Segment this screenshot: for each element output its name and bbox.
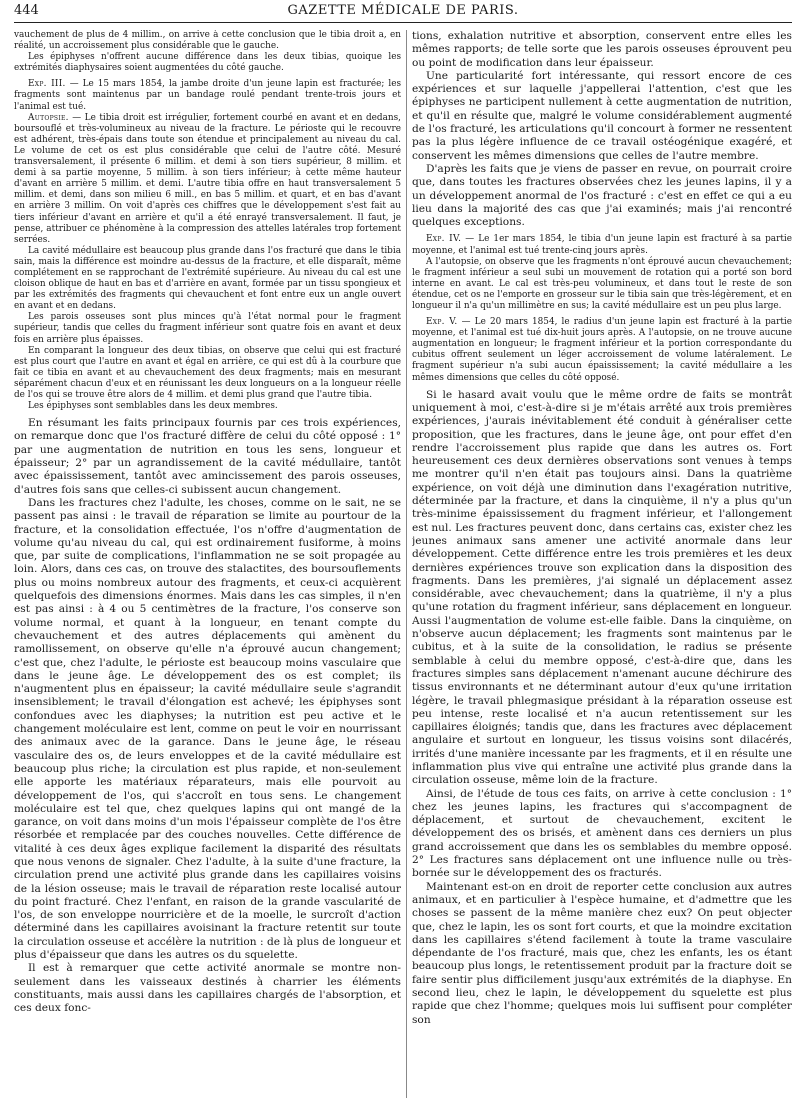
paragraph-label: Exp. V. (426, 317, 458, 328)
body-paragraph (14, 30, 401, 52)
paragraph-text: — Le 15 mars 1854, la jambe droite d'un jeune lapin est fracturée; les fragments sont maintenus par un bandage roulé pendant trente-trois jours et l'animal est tué. (14, 79, 401, 112)
right-column (412, 30, 792, 1098)
paragraph-text: — Le tibia droit est irrégulier, fortement courbé en avant et en dedans, boursouflé et très-volumineux au niveau de la fracture. Le périoste qui le recouvre est adhérent, très-épais dans toute son étendue et principalement au niveau du cal. Le volume de cet os est plus considérable que celui de l'autre côté. Mesuré transversalement, il présente 6 millim. et demi à son tiers supérieur, 8 millim. et demi à sa partie moyenne, 5 millim. à son tiers inférieur; à cette même hauteur d'avant en arrière 5 millim. et demi. L'autre tibia offre en haut transversalement 5 millim. et demi, dans son milieu 6 mill., en bas 5 millim. et quart, et en bas d'avant en arrière 3 millim. On voit d'après ces chiffres que le développement s'est fait au tiers inférieur d'avant en arrière et qu'il a été enrayé transversalement. Il faut, je pense, attribuer ce phénomène à la compression des attelles latérales trop fortement serrées. (14, 112, 401, 245)
paragraph-text: D'après les faits que je viens de passer en revue, on pourrait croire que, dans toutes les fractures observées chez les jeunes lapins, il y a un développement anormal de l'os fracturé : c'est en effet ce qui a eu lieu dans la majorité des cas que j'ai examinés; mais j'ai rencontré quelques exceptions. (412, 162, 792, 229)
body-paragraph (14, 312, 401, 345)
paragraph-text: En résumant les faits principaux fournis par ces trois expériences, on remarque donc que l'os fracturé diffère de celui du côté opposé : 1° par une augmentation de nutrition en tous les sens, longueur et épaisseur; 2° par un agrandissement de la cavité médullaire, tantôt avec épaississement, tantôt avec amincissement des parois osseuses, d'autres fois sans que celles-ci subissent aucun changement. (14, 417, 401, 496)
experiment-paragraph (412, 234, 792, 256)
paragraph-text: A l'autopsie, on observe que les fragments n'ont éprouvé aucun chevauchement; le fragment inférieur a seul subi un mouvement de rotation qui a porté son bord interne en avant. Le cal est très-peu volumineux, et dans tout le reste de son étendue, cet os ne l'emporte en grosseur sur le tibia sain que très-légèrement, et en longueur il n'a qu'un millimètre en sus; la cavité médullaire est un peu plus large. (412, 256, 792, 312)
paragraph-text: Ainsi, de l'étude de tous ces faits, on arrive à cette conclusion : 1° chez les jeunes lapins, les fractures qui s'accompagnent de déplacement, et surtout de chevauchement, excitent le développement des os brisés, et amènent dans ces derniers un plus grand accroissement que dans les os semblables du membre opposé. 2° Les fractures sans déplacement ont une influence nulle ou très-bornée sur le développement des os fracturés. (412, 787, 792, 880)
paragraph-text: Dans les fractures chez l'adulte, les choses, comme on le sait, ne se passent pas ainsi : le travail de réparation se limite au pourtour de la fracture, et la consolidation effectuée, l'os n'offre d'augmentation de volume qu'au niveau du cal, qui est ordinairement fusiforme, à moins que, par suite de complications, l'inflammation ne se soit propagée au loin. Alors, dans ces cas, on trouve des stalactites, des boursouflements plus ou moins nombreux autour des fragments, et ceux-ci acquièrent quelquefois des dimensions énormes. Mais dans les cas simples, il n'en est pas ainsi : à 4 ou 5 centimètres de la fracture, l'os conserve son volume normal, et quant à la longueur, en tenant compte du chevauchement et des autres déplacements qui amènent du ramollissement, on observe qu'elle n'a éprouvé aucun changement; c'est que, chez l'adulte, le périoste est beaucoup moins vasculaire que dans le jeune âge. Le développement des os est complet; ils n'augmentent plus en épaisseur; la cavité médullaire seule s'agrandit insensiblement; le travail d'élongation est achevé; les épiphyses sont confondues avec les diaphyses; la nutrition est peu active et le changement moléculaire est lent, comme on peut le voir en nourrissant des animaux avec de la garance. Dans le jeune âge, le réseau vasculaire des os, de leurs enveloppes et de la cavité médullaire est beaucoup plus riche; la circulation est plus rapide, et non-seulement elle apporte les matériaux réparateurs, mais elle pourvoit au développement de l'os, qui s'accroît en tous sens. Le changement moléculaire est tel que, chez quelques lapins qui ont mangé de la garance, on voit dans moins d'un mois l'épaisseur complète de l'os être résorbée et remplacée par des couches nouvelles. Cette différence de vitalité à ces deux âges explique facilement la disparité des résultats que nous venons de signaler. Chez l'adulte, à la suite d'une fracture, la circulation prend une activité plus grande dans les capillaires voisins de la lésion osseuse; mais le travail de réparation reste localisé autour du point fracturé. Chez l'enfant, en raison de la grande vascularité de l'os, de son enveloppe nourricière et de la moelle, le surcroît d'action déterminé dans les capillaires avoisinant la fracture retentit sur toute la circulation osseuse et accélère la nutrition : de là plus de longueur et plus d'épaisseur que dans les autres os du squelette. (14, 496, 401, 962)
page-header (14, 0, 792, 23)
paragraph-label: Exp. III. (28, 79, 66, 90)
paragraph-text: Si le hasard avait voulu que le même ordre de faits se montrât uniquement à moi, c'est-à-dire si je m'étais arrêté aux trois premières expériences, j'aurais inévitablement été conduit à généraliser cette proposition, que les fractures, dans le jeune âge, ont pour effet d'en rendre l'accroissement plus rapide que dans les autres os. Fort heureusement ces deux dernières observations sont venues à temps me montrer qu'il n'en était pas toujours ainsi. Dans la quatrième expérience, on voit déjà une diminution dans l'exagération nutritive, déterminée par la fracture, et dans la cinquième, il n'y a plus qu'un très-minime épaississement du fragment inférieur, et l'allongement est nul. Les fractures peuvent donc, dans certains cas, exister chez les jeunes animaux sans amener une activité anormale dans leur développement. Cette différence entre les trois premières et les deux dernières expériences trouve son explication dans la disposition des fragments. Dans les premières, j'ai signalé un déplacement assez considérable, avec chevauchement; dans la quatrième, il n'y a plus qu'une rotation du fragment inférieur, sans déplacement en longueur. Aussi l'augmentation de volume est-elle faible. Dans la cinquième, on n'observe aucun déplacement; les fragments sont maintenus par le cubitus, et à la suite de la consolidation, le radius se présente semblable à celui du membre opposé, c'est-à-dire que, dans les fractures simples sans déplacement n'amenant aucune déchirure des tissus environnants et ne déterminant autour d'eux qu'une irritation légère, le travail phlegmasique présidant à la réparation osseuse est peu intense, reste localisé et n'a aucun retentissement sur les capillaires éloignés; tandis que, dans les fractures avec déplacement angulaire et surtout en longueur, les tissus voisins sont dilacérés, irrités d'une manière incessante par les fragments, et il en résulte une inflammation plus vive qui entraîne une activité plus grande dans la circulation osseuse, même loin de la fracture. (412, 388, 792, 787)
text-columns (14, 30, 792, 1098)
body-paragraph (14, 962, 401, 1015)
experiment-paragraph (14, 113, 401, 246)
paragraph-text: Les épiphyses sont semblables dans les deux membres. (28, 401, 278, 412)
paragraph-text: La cavité médullaire est beaucoup plus grande dans l'os fracturé que dans le tibia sain, mais la différence est moindre au-dessus de la fracture, et elle disparaît, même complétement en se rapprochant de l'extrémité supérieure. Au niveau du cal est une cloison oblique de haut en bas et d'arrière en avant, formée par un tissu spongieux et par les extrémités des fragments qui chevauchent et font entre eux un angle ouvert en avant et en dedans. (14, 245, 401, 312)
body-paragraph (14, 417, 401, 497)
body-paragraph (412, 788, 792, 881)
paragraph-text: Les épiphyses n'offrent aucune différence dans les deux tibias, quoique les extrémités diaphysaires soient augmentées du côté gauche. (14, 52, 401, 74)
body-paragraph (14, 346, 401, 401)
body-paragraph (412, 389, 792, 788)
paragraph-label: Exp. IV. (426, 234, 462, 245)
column-divider (406, 30, 407, 1098)
body-paragraph (412, 257, 792, 312)
body-paragraph (14, 401, 401, 412)
body-paragraph (14, 52, 401, 74)
paragraph-text: En comparant la longueur des deux tibias, on observe que celui qui est fracturé est plus court que l'autre en avant et égal en arrière, ce qui est dû à la courbure que fait ce tibia en avant et au chevauchement des deux fragments; mais en mesurant séparément chacun d'eux et en réunissant les deux longueurs on a la longueur réelle de l'os qui se trouve être alors de 4 millim. et demi plus grand que l'autre tibia. (14, 345, 401, 400)
body-paragraph (14, 497, 401, 962)
left-column (14, 30, 401, 1098)
paragraph-text: tions, exhalation nutritive et absorption, conservent entre elles les mêmes rapports; de telle sorte que les parois osseuses éprouvent peu ou point de modification dans leur épaisseur. (412, 30, 792, 69)
body-paragraph (412, 70, 792, 163)
experiment-paragraph (412, 317, 792, 384)
paragraph-label: Autopsie. (28, 112, 69, 123)
experiment-paragraph (14, 79, 401, 112)
paragraph-text: Les parois osseuses sont plus minces qu'à l'état normal pour le fragment supérieur, tandis que celles du fragment inférieur sont quatre fois en avant et deux fois en arrière plus épaisses. (14, 312, 401, 345)
page-number: 444 (14, 3, 39, 18)
body-paragraph (14, 246, 401, 313)
body-paragraph (412, 30, 792, 70)
journal-title: GAZETTE MÉDICALE DE PARIS. (287, 3, 519, 18)
body-paragraph (412, 881, 792, 1027)
paragraph-text: Maintenant est-on en droit de reporter cette conclusion aux autres animaux, et en particulier à l'espèce humaine, et d'admettre que les choses se passent de la même manière chez eux? On peut objecter que, chez le lapin, les os sont fort courts, et que la moindre excitation dans les capillaires s'étend facilement à toute la trame vasculaire dépendante de l'os fracturé, mais que, chez les enfants, les os étant beaucoup plus longs, le retentissement produit par la fracture doit se faire sentir plus difficilement jusqu'aux extrémités de la diaphyse. En second lieu, chez le lapin, le développement du squelette est plus rapide que chez l'homme; quelques mois lui suffisent pour compléter son (412, 880, 792, 1026)
body-paragraph (412, 163, 792, 229)
paragraph-text: — Le 1er mars 1854, le tibia d'un jeune lapin est fracturé à sa partie moyenne, et l'animal est tué trente-cinq jours après. (412, 234, 792, 256)
paragraph-text: Une particularité fort intéressante, qui ressort encore de ces expériences et sur laquelle j'appellerai l'attention, c'est que les épiphyses ne participent nullement à cette augmentation de nutrition, et qu'il en résulte que, malgré le volume considérablement augmenté de l'os fracturé, les articulations qu'il concourt à former ne ressentent pas la plus légère influence de ce travail ostéogénique exagéré, et conservent les mêmes dimensions que celles de l'autre membre. (412, 69, 792, 162)
paragraph-text: — Le 20 mars 1854, le radius d'un jeune lapin est fracturé à la partie moyenne, et l'animal est tué dix-huit jours après. A l'autopsie, on ne trouve aucune augmentation en longueur; le fragment inférieur et la portion correspondante du cubitus offrent seulement un léger accroissement de volume latéralement. Le fragment supérieur n'a subi aucun épaississement; la cavité médullaire a les mêmes dimensions que celles du côté opposé. (412, 317, 792, 383)
paragraph-text: vauchement de plus de 4 millim., on arrive à cette conclusion que le tibia droit a, en réalité, un accroissement plus considérable que le gauche. (14, 30, 401, 52)
paragraph-text: Il est à remarquer que cette activité anormale se montre non-seulement dans les vaisseaux destinés à charrier les éléments constituants, mais aussi dans les capillaires chargés de l'absorption, et ces deux fonc- (14, 962, 401, 1015)
